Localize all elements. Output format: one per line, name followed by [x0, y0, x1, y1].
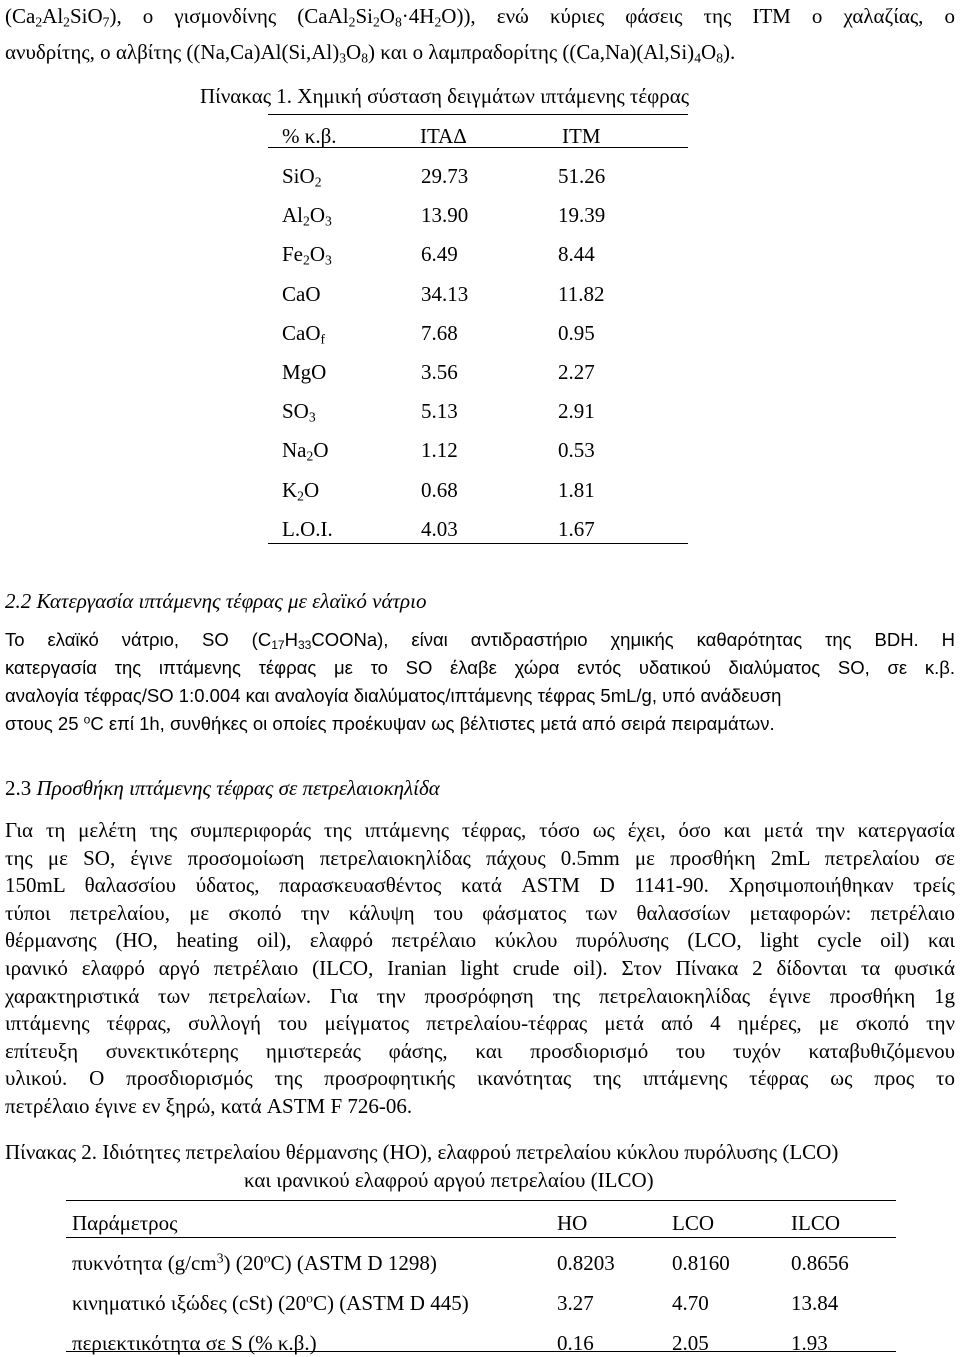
table1-row-8-itm: 1.81 — [558, 477, 595, 502]
table1-caption: Πίνακας 1. Χημική σύσταση δειγμάτων ιπτάμενης τέφρας — [200, 84, 690, 108]
table1-row-2-itad: 6.49 — [421, 242, 458, 267]
section-2-2-line-2: κατεργασία της ιπτάμενης τέφρας με το SO έλαβε χώρα εντός υδατικού διαλύματος SO, σε κ.β. — [5, 657, 955, 678]
table2-row-0-parameter: πυκνότητα $(g/cm^3)$ (20$^o$C) (ASTM D 1298) — [72, 1250, 437, 1275]
intro-line-1: $(Ca_2Al_2SiO_7)$, ο γισμονδίνης $(CaAl_2Si_2O_8\cdot 4H_2O)$), ενώ κύριες φάσεις της ΙΤΜ ο χαλαζίας, ο — [5, 4, 956, 30]
table1-row-3-itad: 34.13 — [421, 281, 469, 306]
table2-row-0-ho: 0.8203 — [557, 1251, 615, 1275]
table1-row-2-compound: $Fe_2O_3$ — [282, 242, 332, 268]
table2-row-2-lco: 2.05 — [672, 1331, 709, 1355]
table1-row-1-compound: $Al_2O_3$ — [282, 203, 332, 229]
table1-header-itad: ΙΤΑΔ — [420, 124, 467, 148]
section-2-3-title: Προσθήκη ιπτάμενης τέφρας σε πετρελαιοκηλίδα — [36, 776, 440, 800]
table1-row-7-itm: 0.53 — [558, 438, 595, 463]
table1-row-7-compound: $Na_2O$ — [282, 438, 329, 464]
table2-bottom-rule — [66, 1351, 896, 1352]
section-2-3-line-4: τύποι πετρελαίου, με σκοπό την κάλυψη του φάσματος των θαλασσίων μεταφορών: πετρέλαιο — [5, 900, 955, 925]
section-2-3-line-7: χαρακτηριστικά των πετρελαίων. Για την προσρόφηση της πετρελαιοκηλίδας έγινε προσθήκη 1g — [5, 983, 955, 1008]
table1-row-5-itad: 3.56 — [421, 360, 458, 384]
section-2-3-last-line: πετρέλαιο έγινε εν ξηρώ, κατά ASTM F 726-06. — [5, 1094, 413, 1118]
table2-row-2-parameter: περιεκτικότητα σε S (% κ.β.) — [72, 1331, 317, 1355]
section-2-3-line-9: επίτευξη συνεκτικότερης ημιστερεάς φάσης, και προσδιορισμό του τυχόν καταβυθιζόμενου — [5, 1038, 955, 1063]
section-2-2-line-4: στους 25 $^o$C επί 1h, συνθήκες οι οποίες προέκυψαν ως βέλτιστες μετά από σειρά πειραμάτων. — [5, 712, 775, 734]
table2-row-1-parameter: κινηματικό ιξώδες (cSt) (20$^o$C) (ASTM D 445) — [72, 1290, 469, 1315]
table2-row-1-lco: 4.70 — [672, 1291, 709, 1315]
table1-row-4-itad: 7.68 — [421, 320, 458, 345]
table1-row-4-itm: 0.95 — [558, 320, 595, 345]
table1-row-3-itm: 11.82 — [558, 281, 605, 306]
table2-header-ho: HO — [557, 1211, 588, 1235]
table2-header-rule — [66, 1237, 896, 1238]
table1-header-itm: ΙΤΜ — [562, 124, 601, 148]
table1-row-8-compound: $K_2O$ — [282, 477, 320, 503]
section-2-3-number: 2.3 — [5, 776, 32, 800]
table1-row-0-itm: 51.26 — [558, 164, 606, 188]
section-2-2-line-1: Το ελαϊκό νάτριο, SO $(C_{17}H_{33}COONa)$, είναι αντιδραστήριο χημικής καθαρότητας της BDH. Η — [5, 629, 955, 652]
table1-row-4-compound: CaO$_f$ — [282, 320, 326, 347]
intro-line-2: ανυδρίτης, ο αλβίτης $((Na,Ca)Al(Si,Al)_3O_8)$ και ο λαμπραδορίτης $((Ca,Na)(Al,Si)_4O_8)$. — [5, 40, 736, 66]
table1-row-1-itm: 19.39 — [558, 203, 606, 228]
table1-top-rule — [268, 114, 688, 115]
section-2-3-line-5: θέρμανσης (HO, heating oil), ελαφρό πετρέλαιο κύκλου πυρόλυσης (LCO, light cycle oil) και — [5, 928, 955, 953]
table1-row-2-itm: 8.44 — [558, 242, 595, 267]
section-2-3-line-8: ιπτάμενης τέφρας, συλλογή του μείγματος πετρελαίου-τέφρας μετά από 4 ημέρες, με σκοπό την — [5, 1011, 955, 1036]
table1-row-8-itad: 0.68 — [421, 477, 458, 502]
table2-header-ilco: ILCO — [791, 1211, 840, 1235]
section-2-3-line-2: της με SO, έγινε προσομοίωση πετρελαιοκηλίδας πάχους 0.5mm με προσθήκη 2mL πετρελαίου σε — [5, 845, 955, 870]
table1-row-6-itm: 2.91 — [558, 399, 595, 424]
table2-caption-line-2: και ιρανικού ελαφρού αργού πετρελαίου (ILCO) — [244, 1168, 654, 1192]
table1-header-param: % κ.β. — [282, 124, 337, 148]
table2-caption-line-1: Πίνακας 2. Ιδιότητες πετρελαίου θέρμανσης (HO), ελαφρού πετρελαίου κύκλου πυρόλυσης (LCO) — [5, 1140, 839, 1164]
table1-row-3-compound: CaO — [282, 281, 321, 306]
table1-row-6-itad: 5.13 — [421, 399, 458, 424]
table2-header-param: Παράμετρος — [72, 1211, 178, 1235]
table1-row-7-itad: 1.12 — [421, 438, 458, 463]
section-2-3-line-3: 150mL θαλασσίου ύδατος, παρασκευασθέντος κατά ASTM D 1141-90. Χρησιμοποιήθηκαν τρείς — [5, 873, 955, 898]
table2-top-rule — [66, 1200, 896, 1201]
section-2-2-line-3: αναλογία τέφρας/SO 1:0.004 και αναλογία διαλύματος/ιπτάμενης τέφρας 5mL/g, υπό ανάδευση — [5, 685, 782, 706]
table2-header-lco: LCO — [672, 1211, 714, 1235]
table2-row-1-ilco: 13.84 — [791, 1291, 839, 1315]
table1-row-0-compound: SiO$_2$ — [282, 164, 322, 190]
table2-row-0-lco: 0.8160 — [672, 1251, 730, 1275]
table1-bottom-rule — [268, 543, 688, 544]
section-2-3-line-1: Για τη μελέτη της συμπεριφοράς της ιπτάμενης τέφρας, τόσο ως έχει, όσο και μετά την κατεργασία — [5, 818, 955, 842]
table1-row-5-itm: 2.27 — [558, 360, 595, 384]
table1-row-0-itad: 29.73 — [421, 164, 469, 188]
table2-row-1-ho: 3.27 — [557, 1291, 594, 1315]
table2-row-2-ho: 0.16 — [557, 1331, 594, 1355]
section-2-2-heading: 2.2 Κατεργασία ιπτάμενης τέφρας με ελαϊκό νάτριο — [5, 589, 427, 613]
section-2-3-heading — [5, 778, 440, 799]
table1-header-rule — [268, 147, 688, 148]
table2-row-2-ilco: 1.93 — [791, 1331, 828, 1355]
table1-row-6-compound: $SO_3$ — [282, 399, 316, 425]
table2-row-0-ilco: 0.8656 — [791, 1251, 849, 1275]
section-2-3-line-10: υλικού. Ο προσδιορισμός της προσροφητικής ικανότητας της ιπτάμενης τέφρας ως προς το — [5, 1066, 955, 1091]
table1-row-9-itad: 4.03 — [421, 516, 458, 541]
section-2-3-line-6: ιρανικό ελαφρό αργό πετρέλαιο (ILCO, Iranian light crude oil). Στον Πίνακα 2 δίδονται τα φυσικά — [5, 956, 955, 980]
table1-row-1-itad: 13.90 — [421, 203, 469, 228]
table1-row-9-itm: 1.67 — [558, 516, 595, 541]
table1-row-9-compound: L.O.I. — [282, 516, 333, 541]
table1-row-5-compound: MgO — [282, 360, 327, 384]
